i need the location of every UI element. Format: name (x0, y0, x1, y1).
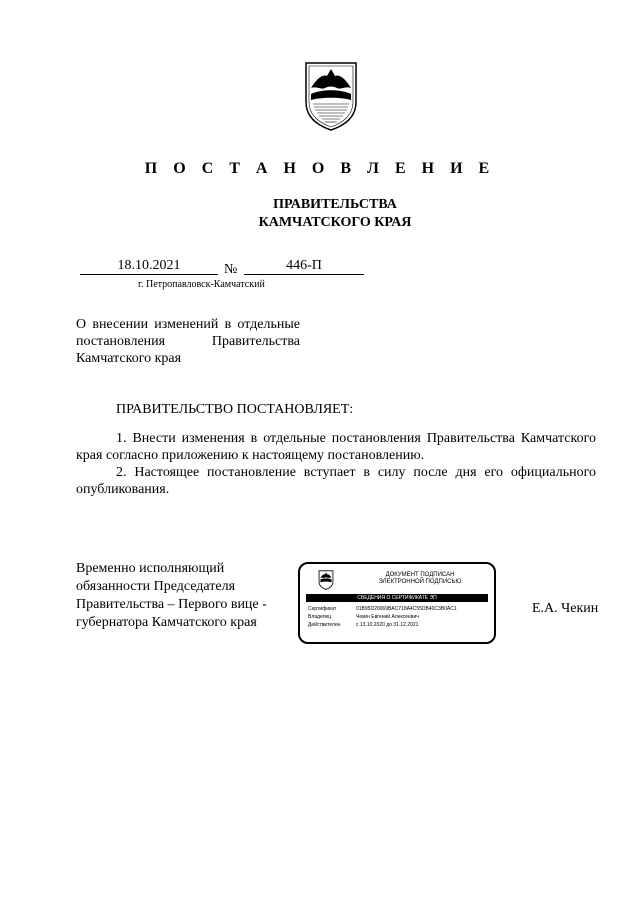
signer-position-line-2: обязанности Председателя (76, 579, 236, 594)
stamp-title-line-1: ДОКУМЕНТ ПОДПИСАН (385, 572, 455, 578)
issue-city: г. Петропавловск-Камчатский (138, 279, 265, 290)
number-sign: № (224, 262, 238, 277)
document-number: 446-П (244, 258, 364, 275)
issuer-heading (0, 196, 640, 232)
validity-label: Действителен (308, 622, 341, 628)
stamp-row-certificate (308, 605, 457, 613)
electronic-signature-stamp (298, 562, 496, 644)
certificate-label: Сертификат (308, 606, 337, 612)
stamp-certificate-bar: СВЕДЕНИЯ О СЕРТИФИКАТЕ ЭП (306, 594, 488, 602)
signer-position-line-3: Правительства – Первого вице - (76, 597, 267, 612)
decree-item-2: 2. Настоящее постановление вступает в силу после дня его официального опубликования. (76, 465, 596, 497)
owner-value: Чекин Евгений Алексеевич (356, 614, 419, 620)
owner-label: Владелец (308, 614, 332, 620)
document-date: 18.10.2021 (80, 258, 218, 275)
decree-items (76, 430, 596, 498)
stamp-row-owner (308, 613, 457, 621)
decree-item-1: 1. Внести изменения в отдельные постановления Правительства Камчатского края согласно приложению к настоящему постановлению. (76, 431, 596, 463)
signer-name: Е.А. Чекин (532, 601, 599, 616)
issuer-line-2: КАМЧАТСКОГО КРАЯ (258, 215, 412, 230)
document-subject: О внесении изменений в отдельные постановления Правительства Камчатского края (76, 317, 300, 366)
stamp-crest-icon (318, 570, 334, 590)
stamp-title-line-2: ЭЛЕКТРОННОЙ ПОДПИСЬЮ (378, 579, 462, 585)
certificate-value: 01B95D20069BAC718A4C55DB40C3B0AC1 (356, 606, 457, 612)
signer-position-line-1: Временно исполняющий (76, 561, 225, 576)
stamp-details (308, 605, 457, 629)
decree-heading: ПРАВИТЕЛЬСТВО ПОСТАНОВЛЯЕТ: (116, 402, 354, 417)
signer-position-line-4: губернатора Камчатского края (76, 615, 257, 630)
stamp-row-validity (308, 621, 457, 629)
validity-value: с 13.10.2020 до 31.12.2021 (356, 622, 419, 628)
document-type-heading: П О С Т А Н О В Л Е Н И Е (144, 160, 496, 177)
stamp-title (360, 572, 480, 586)
kamchatka-crest-emblem (303, 60, 359, 132)
issuer-line-1: ПРАВИТЕЛЬСТВА (273, 197, 397, 212)
signer-position (76, 560, 296, 632)
